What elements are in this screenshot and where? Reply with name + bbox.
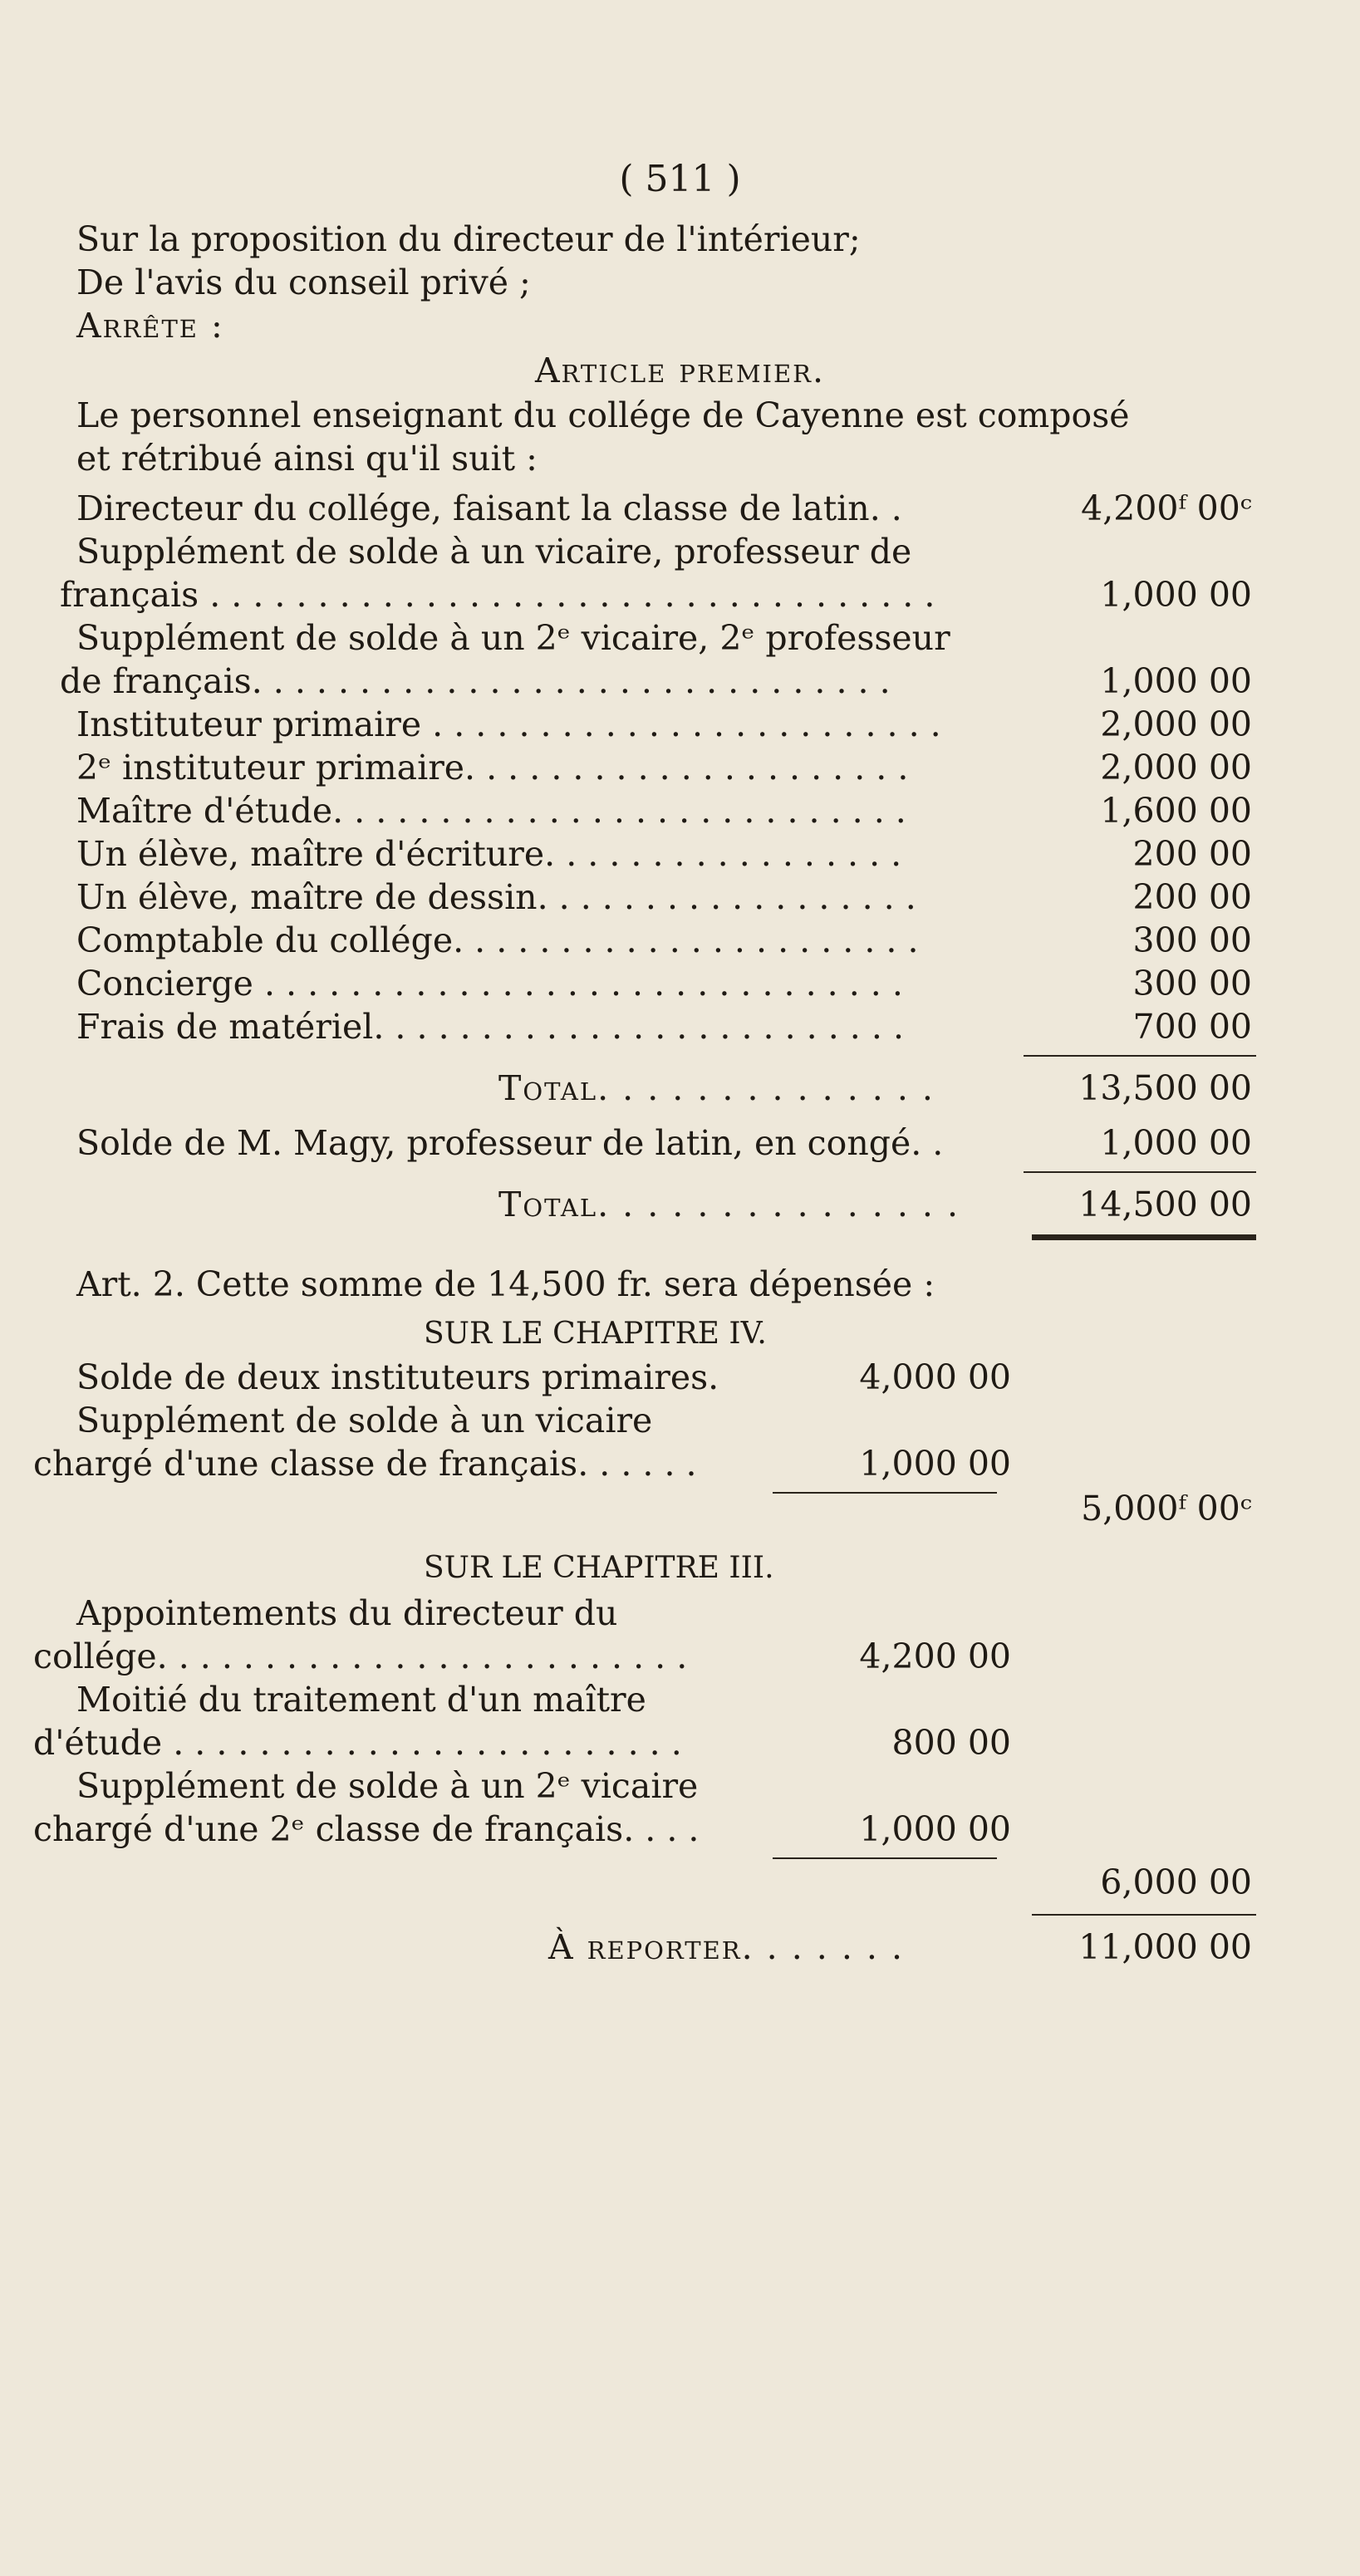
chapter-3-subtotal-row — [0, 1861, 1360, 1904]
row-amount: 4,000 00 — [859, 1357, 1011, 1397]
chapter-3-row-cont — [0, 1592, 1360, 1635]
chapter-3-heading: SUR LE CHAPITRE III. — [424, 1551, 774, 1585]
magy-amount: 1,000 00 — [1100, 1123, 1252, 1163]
total-row — [0, 1067, 1360, 1110]
row-amount: 4,200 00 — [859, 1636, 1011, 1676]
row-amount: 2,000 00 — [1100, 704, 1252, 744]
row-label: Frais de matériel. . . . . . . . . . . . . . . . . . . . . . . . . — [76, 1007, 904, 1047]
chapter-3-row — [0, 1808, 1360, 1851]
article-text-line-1: Le personnel enseignant du collége de Cayenne est composé — [76, 395, 1130, 435]
table-row — [0, 573, 1360, 616]
carry-forward-row — [0, 1926, 1360, 1969]
table-row — [0, 919, 1360, 962]
article-2-text: Art. 2. Cette somme de 14,500 fr. sera dépensée : — [76, 1264, 935, 1304]
intro-line-2: De l'avis du conseil privé ; — [76, 263, 531, 302]
row-label: Supplément de solde à un vicaire, professeur de — [76, 532, 912, 572]
carry-rule — [1032, 1914, 1256, 1916]
chapter-4-row-cont — [0, 1399, 1360, 1442]
table-row — [0, 962, 1360, 1005]
magy-row — [0, 1121, 1360, 1165]
table-row — [0, 746, 1360, 789]
table-row — [0, 703, 1360, 746]
row-label: Concierge . . . . . . . . . . . . . . . . . . . . . . . . . . . . . . — [76, 964, 903, 1003]
row-label: Appointements du directeur du — [76, 1593, 618, 1633]
carry-forward-label: À reporter. . . . . . . — [548, 1927, 905, 1967]
row-label: Un élève, maître de dessin. . . . . . . . . . . . . . . . . . — [76, 877, 916, 917]
row-amount: 1,000 00 — [1100, 661, 1252, 701]
double-rule — [1032, 1234, 1256, 1240]
row-label: français . . . . . . . . . . . . . . . . . . . . . . . . . . . . . . . . . . — [60, 575, 935, 615]
row-amount: 1,000 00 — [1100, 575, 1252, 615]
row-amount: 2,000 00 — [1100, 748, 1252, 788]
row-amount: 700 00 — [1132, 1007, 1252, 1047]
total-label: Total. . . . . . . . . . . . . . — [498, 1068, 935, 1108]
row-label: Solde de deux instituteurs primaires. — [76, 1357, 719, 1397]
chapter-3-row-cont — [0, 1678, 1360, 1721]
chapter-3-row-cont — [0, 1764, 1360, 1808]
row-label: Supplément de solde à un 2ᵉ vicaire, 2ᵉ professeur — [76, 618, 950, 658]
row-label: Un élève, maître d'écriture. . . . . . . . . . . . . . . . . — [76, 834, 902, 874]
table-row — [0, 832, 1360, 876]
row-amount: 200 00 — [1132, 877, 1252, 917]
row-label: chargé d'une 2ᵉ classe de français. . . . — [33, 1809, 700, 1849]
arrete-label: Arrête : — [76, 306, 224, 346]
row-amount: 200 00 — [1132, 834, 1252, 874]
intro-line-1: Sur la proposition du directeur de l'intérieur; — [76, 219, 861, 259]
grand-total-label: Total. . . . . . . . . . . . . . . — [498, 1185, 960, 1224]
row-label: Supplément de solde à un 2ᵉ vicaire — [76, 1766, 699, 1806]
row-amount: 1,000 00 — [859, 1444, 1011, 1484]
chapter-4-row — [0, 1356, 1360, 1399]
chapter-3-row — [0, 1721, 1360, 1764]
table-row — [0, 789, 1360, 832]
article-text-line-2: et rétribué ainsi qu'il suit : — [76, 439, 538, 478]
row-amount: 800 00 — [891, 1723, 1011, 1763]
table-row-label-cont — [0, 616, 1360, 660]
chapter-3-row — [0, 1635, 1360, 1678]
chapter-4-subtotal-row — [0, 1487, 1360, 1530]
table-row — [0, 876, 1360, 919]
row-label: Supplément de solde à un vicaire — [76, 1401, 653, 1440]
staff-table — [0, 0, 1360, 1246]
row-amount: 1,600 00 — [1100, 791, 1252, 831]
page-number: ( 511 ) — [619, 158, 741, 200]
sum-rule — [1024, 1171, 1256, 1173]
row-label: Moitié du traitement d'un maître — [76, 1680, 646, 1720]
magy-label: Solde de M. Magy, professeur de latin, en congé. . — [76, 1123, 944, 1163]
row-label: Maître d'étude. . . . . . . . . . . . . . . . . . . . . . . . . . . — [76, 791, 906, 831]
chapter-4-subtotal: 5,000ᶠ 00ᶜ — [1081, 1489, 1252, 1528]
chapter-4-heading: SUR LE CHAPITRE IV. — [424, 1317, 767, 1351]
row-label: Instituteur primaire . . . . . . . . . . . . . . . . . . . . . . . . — [76, 704, 941, 744]
grand-total-amount: 14,500 00 — [1078, 1185, 1252, 1224]
row-label: de français. . . . . . . . . . . . . . . . . . . . . . . . . . . . . . — [60, 661, 891, 701]
row-label: chargé d'une classe de français. . . . . . — [33, 1444, 697, 1484]
row-amount: 300 00 — [1132, 964, 1252, 1003]
row-label: Directeur du collége, faisant la classe de latin. . — [76, 488, 902, 528]
carry-forward-amount: 11,000 00 — [1078, 1927, 1252, 1967]
row-amount: 300 00 — [1132, 920, 1252, 960]
row-label: d'étude . . . . . . . . . . . . . . . . . . . . . . . . — [33, 1723, 682, 1763]
subtotal-rule — [773, 1857, 997, 1859]
article-heading: Article premier. — [534, 351, 826, 390]
table-row-label-cont — [0, 530, 1360, 573]
table-row — [0, 1005, 1360, 1048]
row-label: 2ᵉ instituteur primaire. . . . . . . . . . . . . . . . . . . . . — [76, 748, 909, 788]
chapter-3-subtotal: 6,000 00 — [1100, 1862, 1252, 1902]
chapter-4-row — [0, 1442, 1360, 1485]
table-row — [0, 487, 1360, 530]
grand-total-row — [0, 1183, 1360, 1226]
row-label: collége. . . . . . . . . . . . . . . . . . . . . . . . . — [33, 1636, 688, 1676]
row-amount: 1,000 00 — [859, 1809, 1011, 1849]
row-amount: 4,200ᶠ 00ᶜ — [1081, 488, 1252, 528]
sum-rule — [1024, 1055, 1256, 1057]
row-label: Comptable du collége. . . . . . . . . . . . . . . . . . . . . . — [76, 920, 919, 960]
total-amount: 13,500 00 — [1078, 1068, 1252, 1108]
table-row — [0, 660, 1360, 703]
